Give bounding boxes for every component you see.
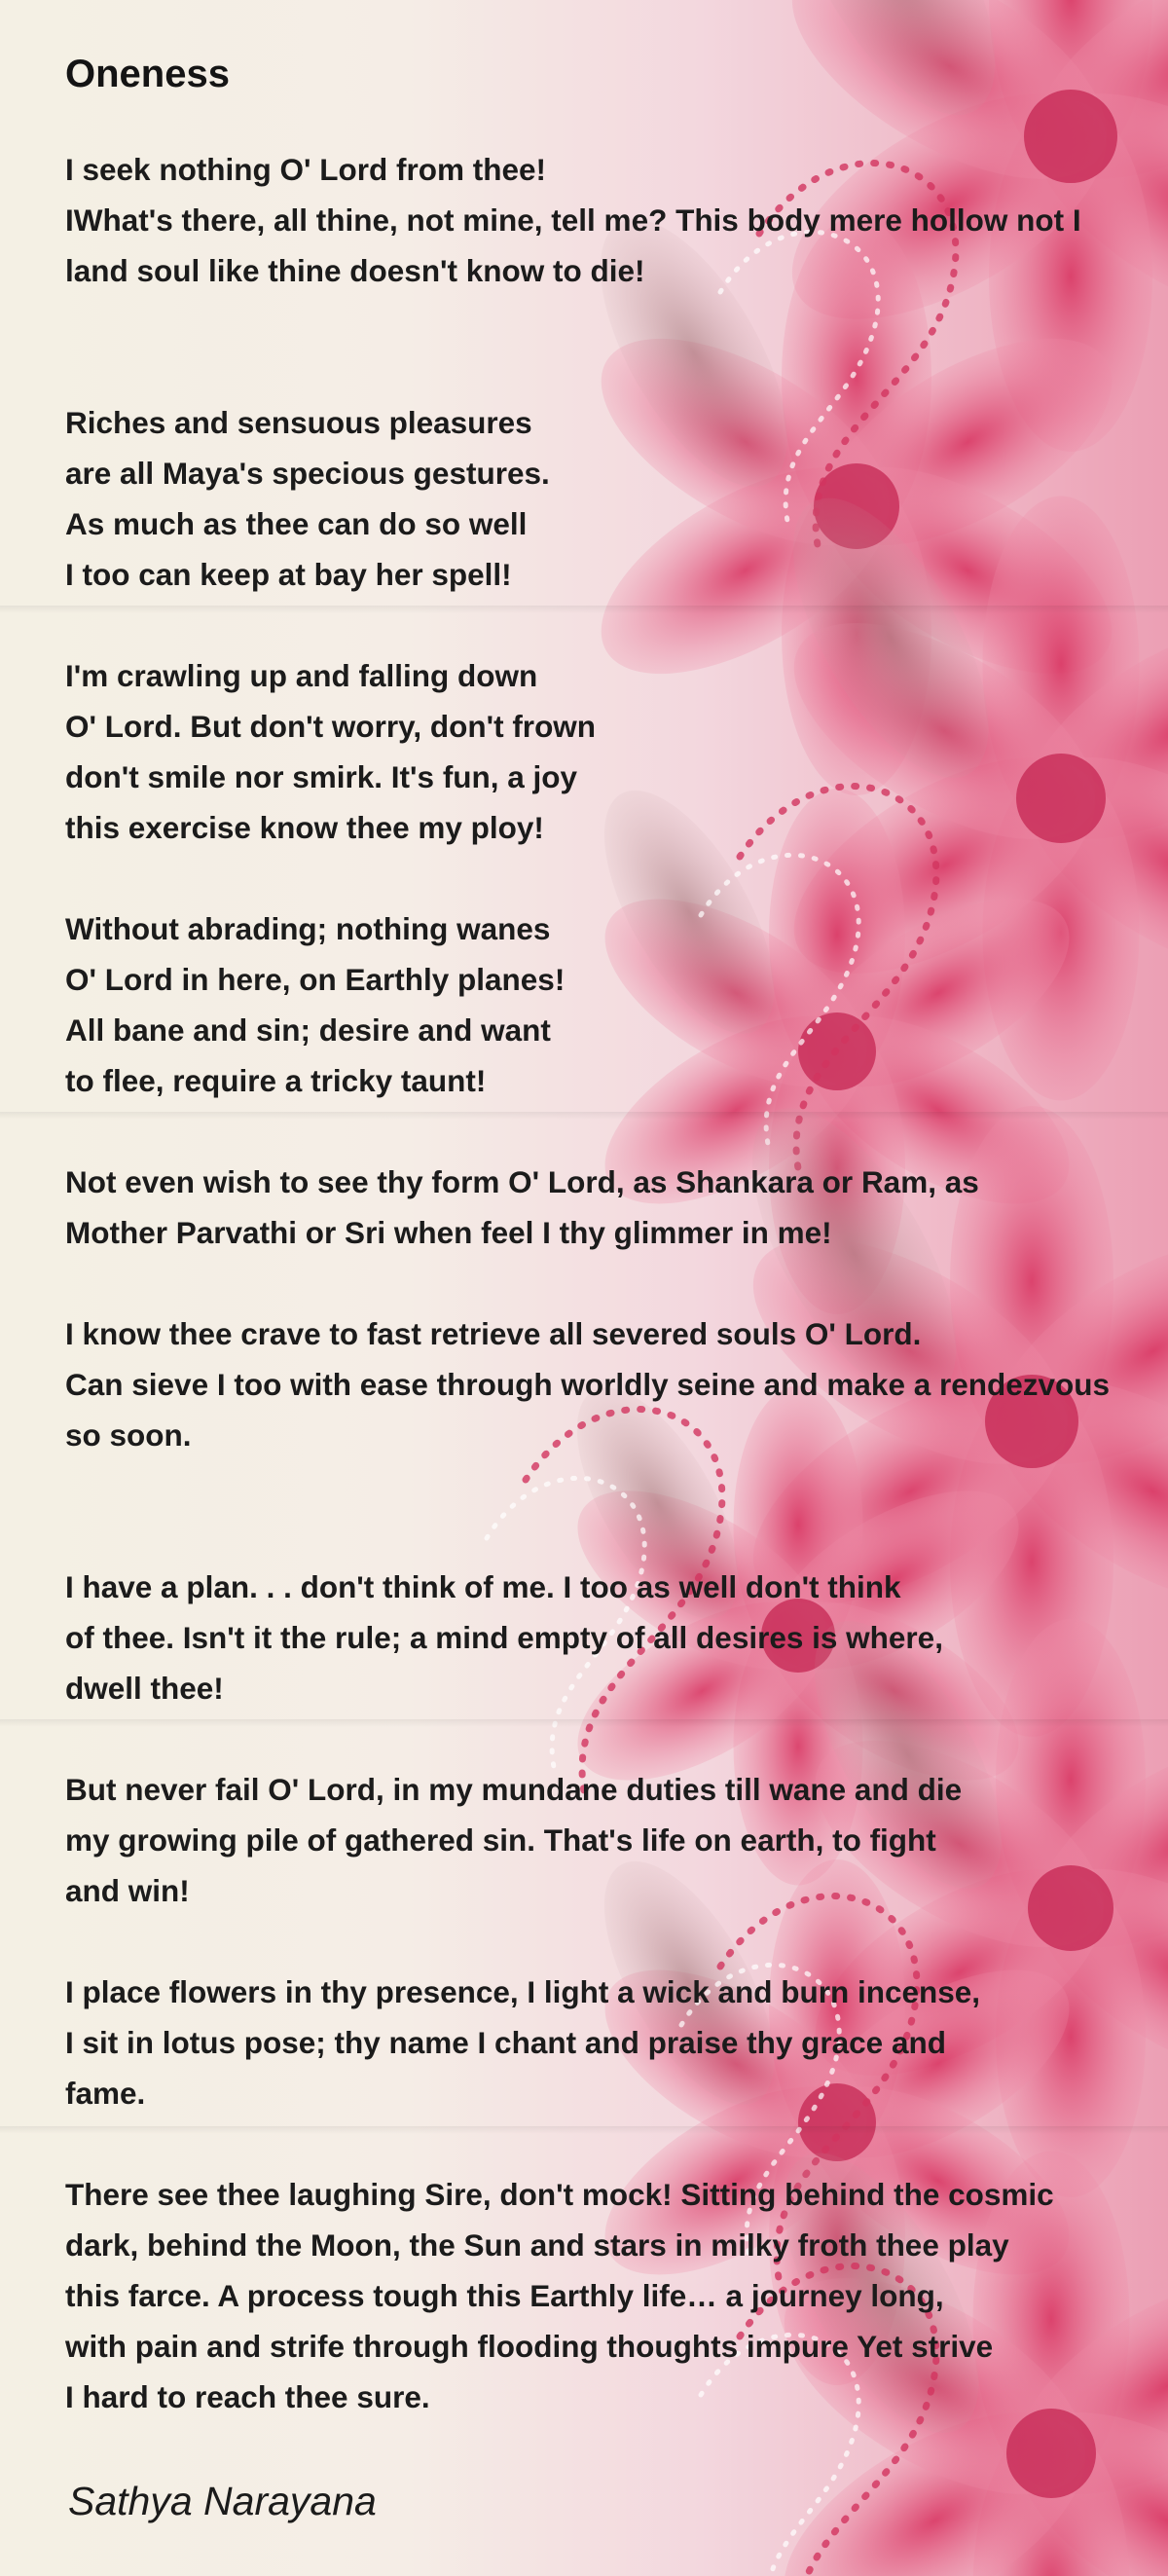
poem-line: with pain and strife through flooding thoughts impure Yet strive bbox=[65, 2329, 994, 2364]
stanza bbox=[65, 397, 1160, 600]
poem-line: I place flowers in thy presence, I light a wick and burn incense, bbox=[65, 1974, 981, 2009]
poem-title: Oneness bbox=[65, 53, 230, 95]
poem-line: There see thee laughing Sire, don't mock! Sitting behind the cosmic bbox=[65, 2177, 1054, 2212]
poem-line: O' Lord. But don't worry, don't frown bbox=[65, 709, 597, 744]
poem-line: IWhat's there, all thine, not mine, tell me? This body mere hollow not I bbox=[65, 202, 1081, 238]
poem-line: All bane and sin; desire and want bbox=[65, 1012, 551, 1048]
poem-line: I hard to reach thee sure. bbox=[65, 2379, 430, 2414]
stanza bbox=[65, 1157, 1160, 1258]
poem-line: my growing pile of gathered sin. That's life on earth, to fight bbox=[65, 1822, 936, 1858]
poem-line: I too can keep at bay her spell! bbox=[65, 557, 512, 592]
poem-line: I have a plan. . . don't think of me. I too as well don't think bbox=[65, 1569, 901, 1604]
stanza bbox=[65, 144, 1160, 296]
stanza bbox=[65, 2169, 1160, 2422]
poem-line: Not even wish to see thy form O' Lord, as Shankara or Ram, as bbox=[65, 1164, 979, 1199]
stanza bbox=[65, 1764, 1160, 1916]
poem-line: I seek nothing O' Lord from thee! bbox=[65, 152, 547, 187]
poem-line: of thee. Isn't it the rule; a mind empty of all desires is where, bbox=[65, 1620, 943, 1655]
stanza bbox=[65, 650, 1160, 853]
poem-line: Riches and sensuous pleasures bbox=[65, 405, 532, 440]
poem-line: I'm crawling up and falling down bbox=[65, 658, 538, 693]
stanza bbox=[65, 903, 1160, 1106]
poem-line: to flee, require a tricky taunt! bbox=[65, 1063, 487, 1098]
poem-line: so soon. bbox=[65, 1417, 192, 1453]
poem-line: dark, behind the Moon, the Sun and stars in milky froth thee play bbox=[65, 2227, 1009, 2263]
poem-line: O' Lord in here, on Earthly planes! bbox=[65, 962, 566, 997]
poem-line: are all Maya's specious gestures. bbox=[65, 456, 550, 491]
stanza bbox=[65, 1308, 1160, 1460]
poem-line: this farce. A process tough this Earthly life… a journey long, bbox=[65, 2278, 944, 2313]
poem-line: Mother Parvathi or Sri when feel I thy glimmer in me! bbox=[65, 1215, 832, 1250]
poem-line: don't smile nor smirk. It's fun, a joy bbox=[65, 759, 578, 794]
poem-line: But never fail O' Lord, in my mundane duties till wane and die bbox=[65, 1772, 963, 1807]
poem-line: and win! bbox=[65, 1873, 190, 1908]
poem-line: this exercise know thee my ploy! bbox=[65, 810, 544, 845]
stanza bbox=[65, 1967, 1160, 2118]
poem-line: I sit in lotus pose; thy name I chant and praise thy grace and bbox=[65, 2025, 946, 2060]
poem-body bbox=[65, 144, 1160, 2473]
poem-line: As much as thee can do so well bbox=[65, 506, 528, 541]
poem-line: dwell thee! bbox=[65, 1671, 224, 1706]
poem-line: land soul like thine doesn't know to die! bbox=[65, 253, 645, 288]
author-name[interactable]: Sathya Narayana bbox=[68, 2479, 377, 2523]
poem-line: I know thee crave to fast retrieve all severed souls O' Lord. bbox=[65, 1316, 922, 1351]
poem-line: fame. bbox=[65, 2076, 146, 2111]
poem-line: Can sieve I too with ease through worldly seine and make a rendezvous bbox=[65, 1367, 1111, 1402]
stanza bbox=[65, 1562, 1160, 1713]
poem-line: Without abrading; nothing wanes bbox=[65, 911, 551, 946]
